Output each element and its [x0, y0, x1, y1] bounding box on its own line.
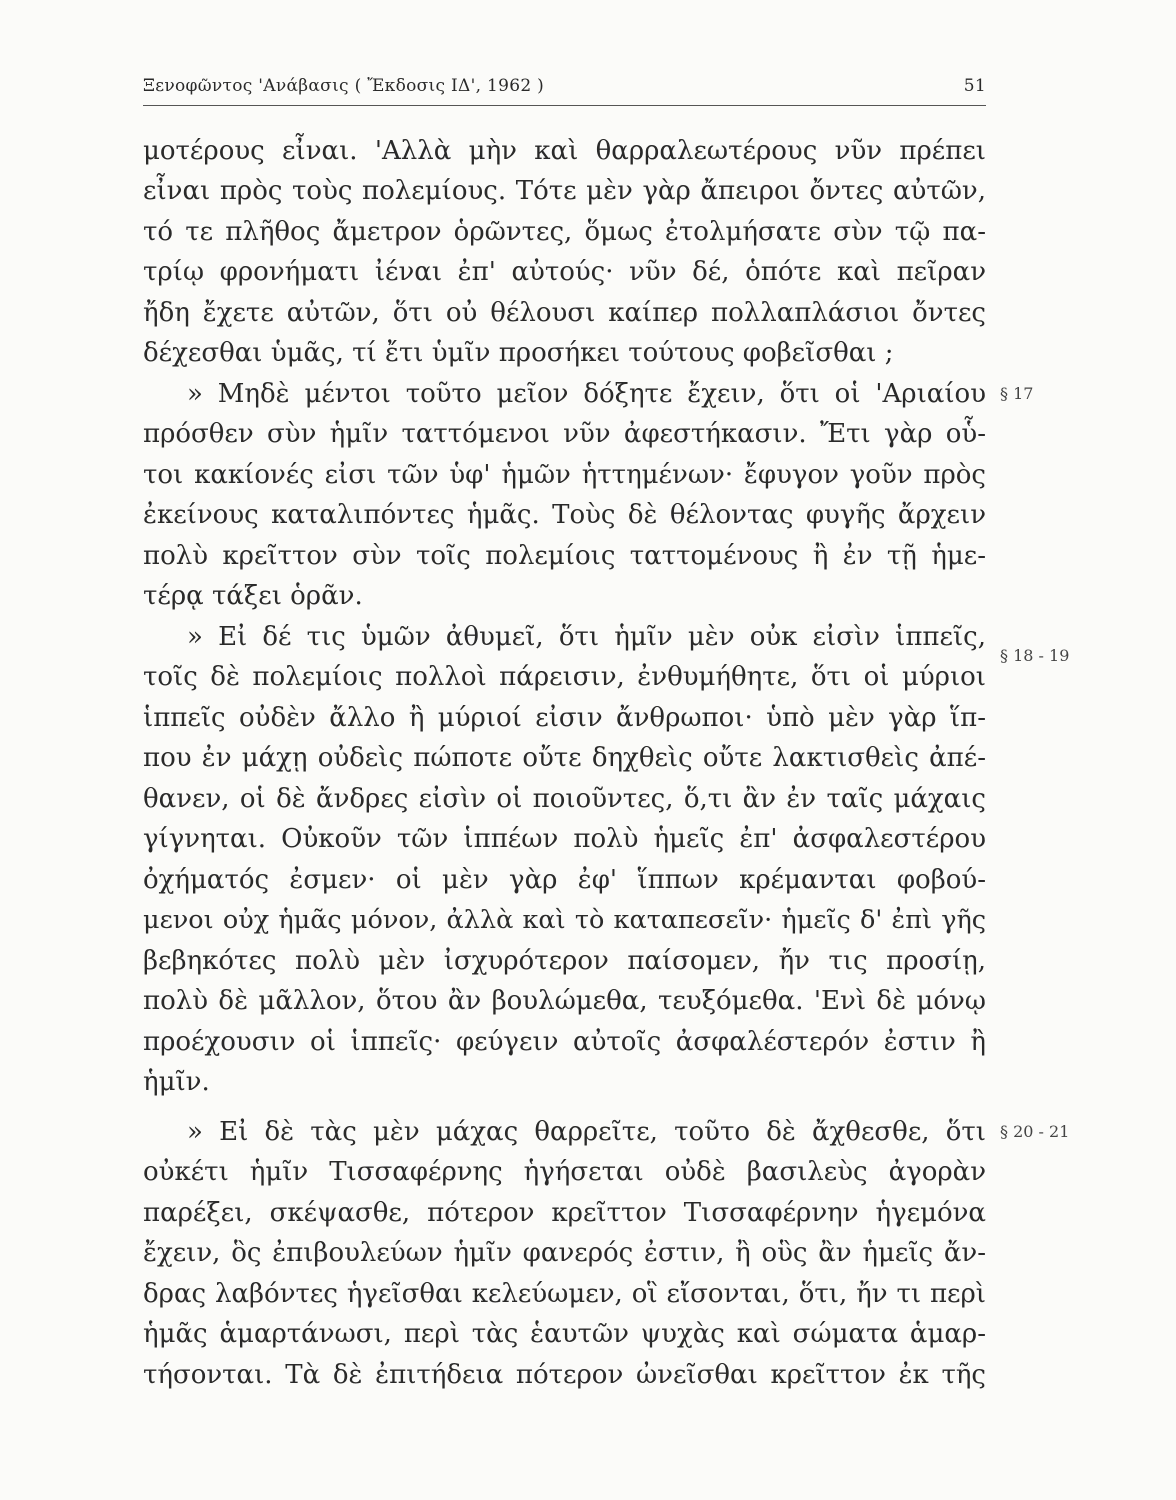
- text-line: ἡμᾶς ἁμαρτάνωσι, περὶ τὰς ἑαυτῶν ψυχὰς καὶ σώματα ἁμαρ-: [143, 1319, 986, 1349]
- text-line: τοι κακίονές εἰσι τῶν ὑφ' ἡμῶν ἡττημένων· ἔφυγον γοῦν πρὸς: [143, 460, 986, 490]
- text-line: πολὺ κρεῖττον σὺν τοῖς πολεμίοις ταττομένους ἢ ἐν τῇ ἡμε-: [143, 541, 986, 571]
- text-line: τό τε πλῆθος ἄμετρον ὁρῶντες, ὅμως ἐτολμήσατε σὺν τῷ πα-: [143, 217, 986, 247]
- text-line: τρίῳ φρονήματι ἰέναι ἐπ' αὐτούς· νῦν δέ, ὁπότε καὶ πεῖραν: [143, 257, 986, 287]
- text-line: προέχουσιν οἱ ἱππεῖς· φεύγειν αὐτοῖς ἀσφαλέστερόν ἐστιν ἢ: [143, 1027, 986, 1057]
- text-line: γίγνηται. Οὐκοῦν τῶν ἱππέων πολὺ ἡμεῖς ἐπ' ἀσφαλεστέρου: [143, 824, 986, 854]
- text-line: » Εἰ δέ τις ὑμῶν ἀθυμεῖ, ὅτι ἡμῖν μὲν οὐκ εἰσὶν ἱππεῖς,: [187, 622, 986, 652]
- text-line: δέχεσθαι ὑμᾶς, τί ἔτι ὑμῖν προσήκει τούτους φοβεῖσθαι ;: [143, 338, 894, 368]
- text-line: εἶναι πρὸς τοὺς πολεμίους. Τότε μὲν γὰρ ἄπειροι ὄντες αὐτῶν,: [143, 176, 986, 206]
- text-line: ἔχειν, ὃς ἐπιβουλεύων ἡμῖν φανερός ἐστιν, ἢ οὓς ἂν ἡμεῖς ἄν-: [143, 1238, 986, 1268]
- text-line: μοτέρους εἶναι. 'Αλλὰ μὴν καὶ θαρραλεωτέρους νῦν πρέπει: [143, 136, 986, 166]
- text-line: πολὺ δὲ μᾶλλον, ὅτου ἂν βουλώμεθα, τευξόμεθα. 'Ενὶ δὲ μόνῳ: [143, 986, 986, 1016]
- text-line: μενοι οὐχ ἡμᾶς μόνον, ἀλλὰ καὶ τὸ καταπεσεῖν· ἡμεῖς δ' ἐπὶ γῆς: [143, 905, 986, 935]
- running-title: Ξενοφῶντος 'Ανάβασις ( Ἔκδοσις ΙΔ', 1962 ): [143, 76, 545, 96]
- text-line: ἐκείνους καταλιπόντες ἡμᾶς. Τοὺς δὲ θέλοντας φυγῆς ἄρχειν: [143, 500, 986, 530]
- margin-section-ref: § 17: [1000, 384, 1034, 403]
- margin-section-ref: § 20 - 21: [1000, 1122, 1070, 1141]
- text-line: » Μηδὲ μέντοι τοῦτο μεῖον δόξητε ἔχειν, ὅτι οἱ 'Αριαίου: [187, 379, 986, 409]
- header-rule: [143, 105, 986, 106]
- text-line: που ἐν μάχῃ οὐδεὶς πώποτε οὔτε δηχθεὶς οὔτε λακτισθεὶς ἀπέ-: [143, 743, 986, 773]
- text-line: ἤδη ἔχετε αὐτῶν, ὅτι οὐ θέλουσι καίπερ πολλαπλάσιοι ὄντες: [143, 298, 986, 328]
- text-line: τήσονται. Τὰ δὲ ἐπιτήδεια πότερον ὠνεῖσθαι κρεῖττον ἐκ τῆς: [143, 1360, 986, 1390]
- running-header: [143, 76, 986, 102]
- text-line: τοῖς δὲ πολεμίοις πολλοὶ πάρεισιν, ἐνθυμήθητε, ὅτι οἱ μύριοι: [143, 662, 986, 692]
- text-line: ἱππεῖς οὐδὲν ἄλλο ἢ μύριοί εἰσιν ἄνθρωποι· ὑπὸ μὲν γὰρ ἵπ-: [143, 703, 986, 733]
- text-line: τέρᾳ τάξει ὁρᾶν.: [143, 581, 363, 611]
- text-line: βεβηκότες πολὺ μὲν ἰσχυρότερον παίσομεν, ἤν τις προσίῃ,: [143, 946, 986, 976]
- text-line: ὀχήματός ἐσμεν· οἱ μὲν γὰρ ἐφ' ἵππων κρέμανται φοβού-: [143, 865, 986, 895]
- text-line: » Εἰ δὲ τὰς μὲν μάχας θαρρεῖτε, τοῦτο δὲ ἄχθεσθε, ὅτι: [187, 1117, 986, 1147]
- text-line: δρας λαβόντες ἡγεῖσθαι κελεύωμεν, οἳ εἴσονται, ὅτι, ἤν τι περὶ: [143, 1279, 986, 1309]
- page-number: 51: [963, 76, 986, 96]
- text-line: θανεν, οἱ δὲ ἄνδρες εἰσὶν οἱ ποιοῦντες, ὅ,τι ἂν ἐν ταῖς μάχαις: [143, 784, 986, 814]
- text-line: οὐκέτι ἡμῖν Τισσαφέρνης ἡγήσεται οὐδὲ βασιλεὺς ἀγορὰν: [143, 1157, 986, 1187]
- text-line: πρόσθεν σὺν ἡμῖν ταττόμενοι νῦν ἀφεστήκασιν. Ἔτι γὰρ οὗ-: [143, 419, 986, 449]
- margin-section-ref: § 18 - 19: [1000, 646, 1070, 665]
- text-line: ἡμῖν.: [143, 1067, 210, 1097]
- text-line: παρέξει, σκέψασθε, πότερον κρεῖττον Τισσαφέρνην ἡγεμόνα: [143, 1198, 986, 1228]
